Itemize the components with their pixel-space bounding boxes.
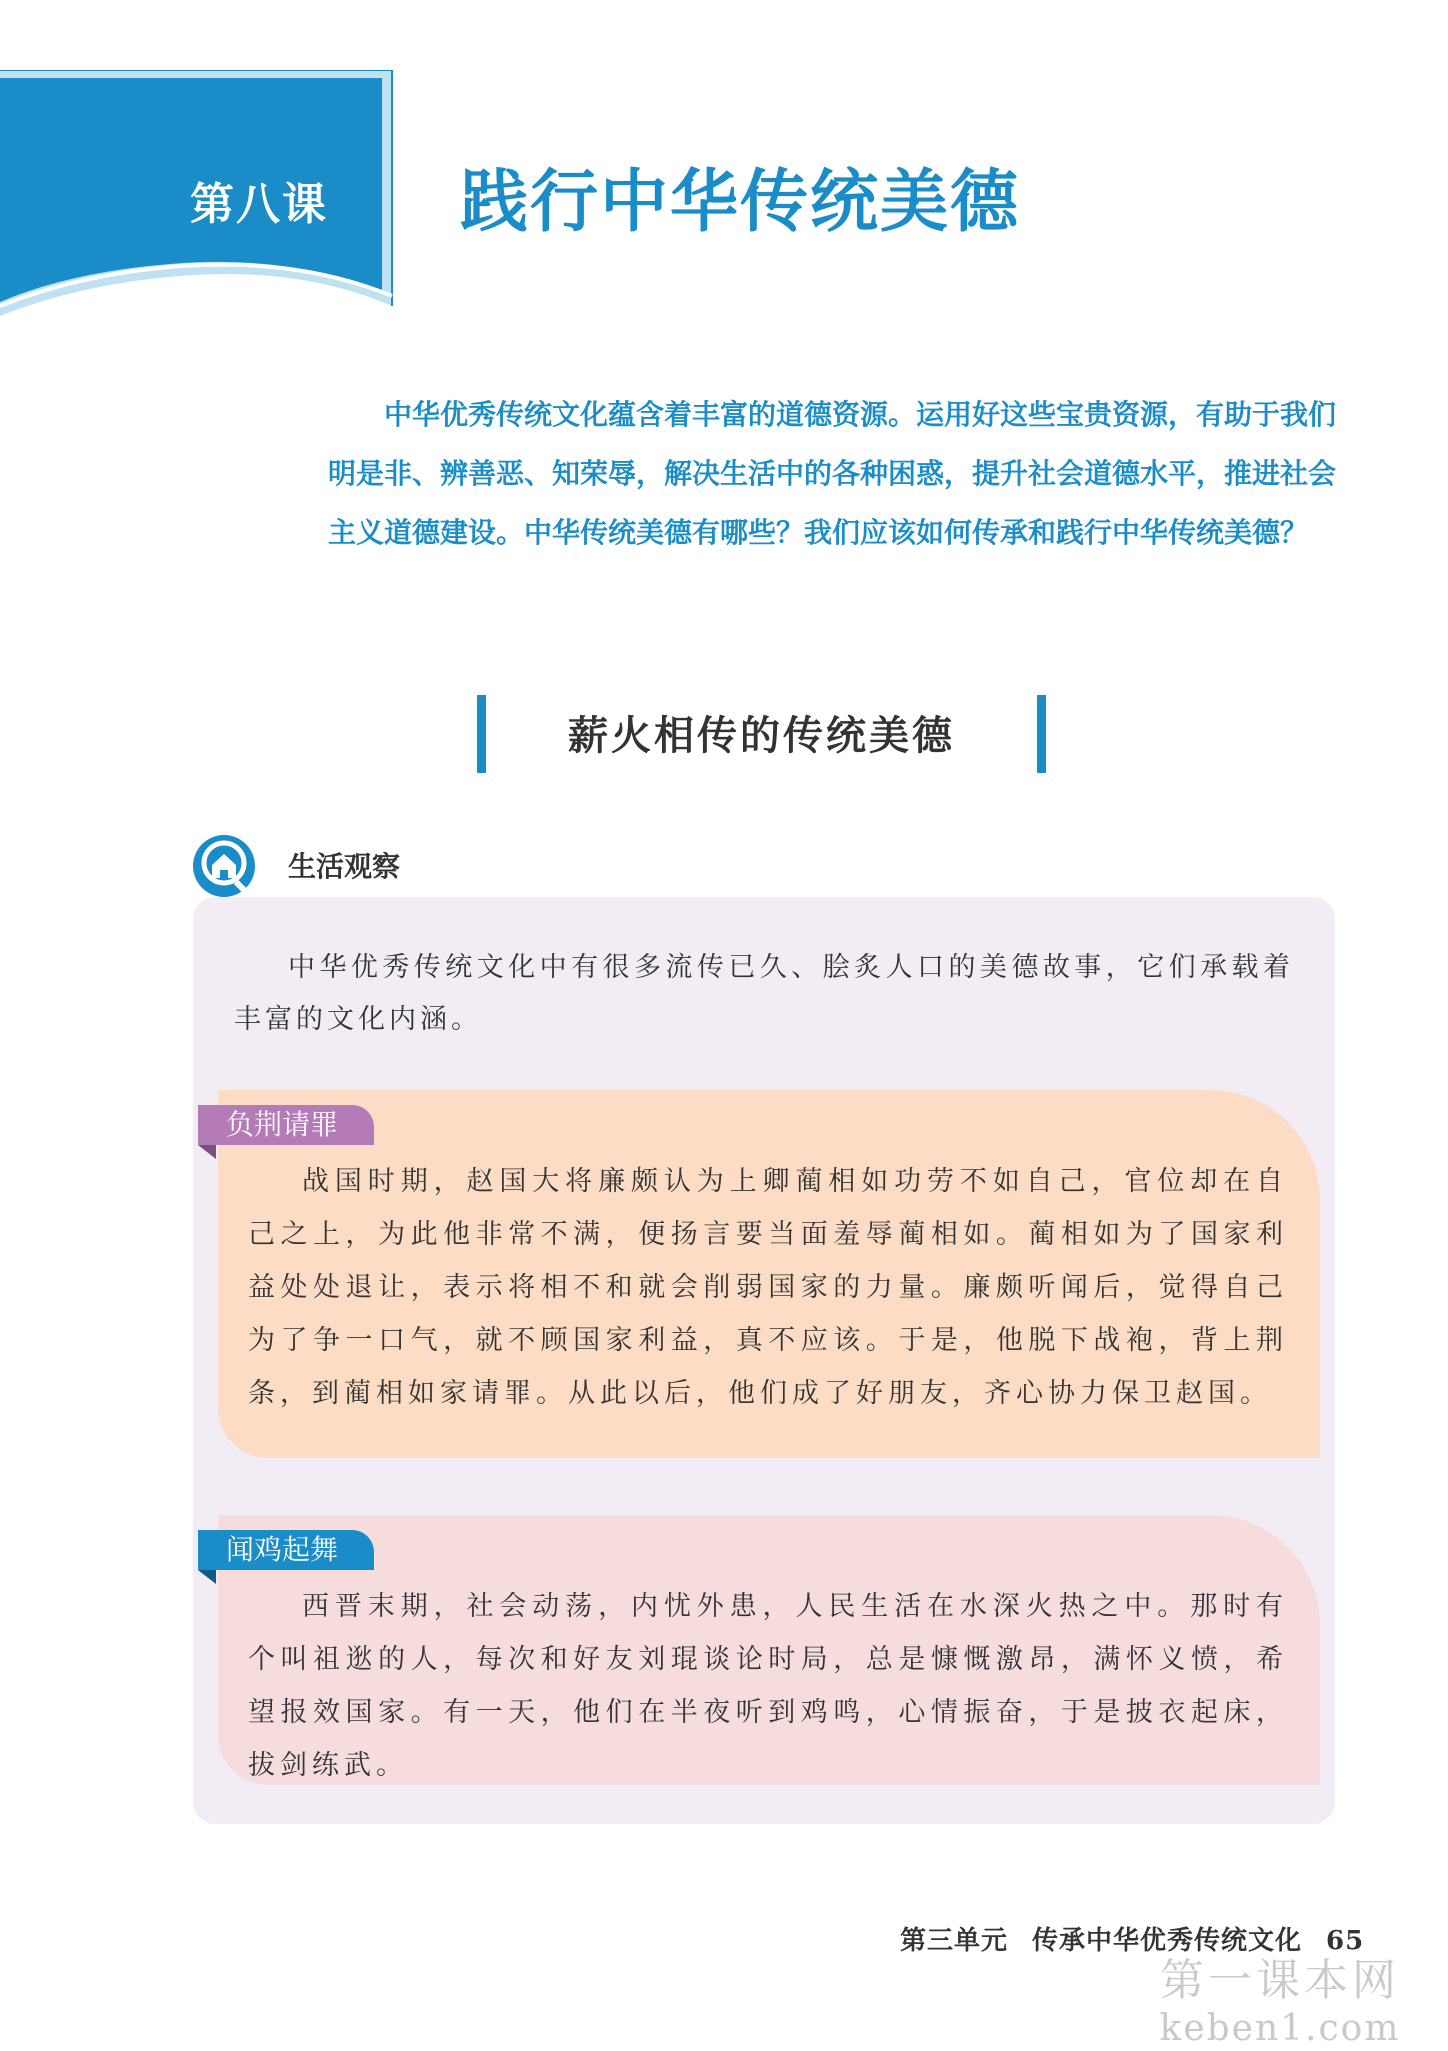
- section-title: 薪火相传的传统美德: [568, 713, 955, 759]
- page-number: 65: [1326, 1926, 1365, 1956]
- watermark: [1130, 1955, 1430, 2051]
- section-bar-left: [477, 695, 486, 773]
- house-magnifier-icon: [190, 832, 258, 900]
- page-title: 践行中华传统美德: [460, 163, 1021, 242]
- page-footer: [900, 1920, 1364, 1957]
- watermark-domain: keben1.com: [1159, 2008, 1401, 2049]
- tag-fold: [198, 1145, 216, 1159]
- section-bar-right: [1037, 695, 1046, 773]
- story-tag-fuqing: 负荆请罪: [198, 1105, 374, 1145]
- footer-unit: 第三单元: [900, 1926, 1009, 1956]
- watermark-name: 第一课本网: [1160, 1955, 1400, 2006]
- story-tag-wenji: 闻鸡起舞: [198, 1530, 374, 1570]
- story-text-wenji: 西晋末期，社会动荡，内忧外患，人民生活在水深火热之中。那时有个叫祖逖的人，每次和好友刘琨谈论时局，总是慷慨激昂，满怀义愤，希望报效国家。有一天，他们在半夜听到鸡鸣，心情振奋，于是披衣起床，拔剑练武。: [248, 1591, 1288, 1781]
- story-text-fuqing: 战国时期，赵国大将廉颇认为上卿蔺相如功劳不如自己，官位却在自己之上，为此他非常不满，便扬言要当面羞辱蔺相如。蔺相如为了国家利益处处退让，表示将相不和就会削弱国家的力量。廉颇听闻后，觉得自己为了争一口气，就不顾国家利益，真不应该。于是，他脱下战袍，背上荆条，到蔺相如家请罪。从此以后，他们成了好朋友，齐心协力保卫赵国。: [248, 1166, 1288, 1409]
- footer-unit-title: 传承中华优秀传统文化: [1032, 1926, 1303, 1956]
- observation-label: 生活观察: [288, 850, 401, 883]
- observation-intro: 中华优秀传统文化中有很多流传已久、脍炙人口的美德故事，它们承载着丰富的文化内涵。: [234, 952, 1294, 1035]
- lesson-number: 第八课: [190, 179, 328, 230]
- intro-paragraph: 中华优秀传统文化蕴含着丰富的道德资源。运用好这些宝贵资源，有助于我们明是非、辨善恶、知荣辱，解决生活中的各种困惑，提升社会道德水平，推进社会主义道德建设。中华传统美德有哪些？我们应该如何传承和践行中华传统美德？: [328, 398, 1337, 549]
- tag-fold: [198, 1570, 216, 1584]
